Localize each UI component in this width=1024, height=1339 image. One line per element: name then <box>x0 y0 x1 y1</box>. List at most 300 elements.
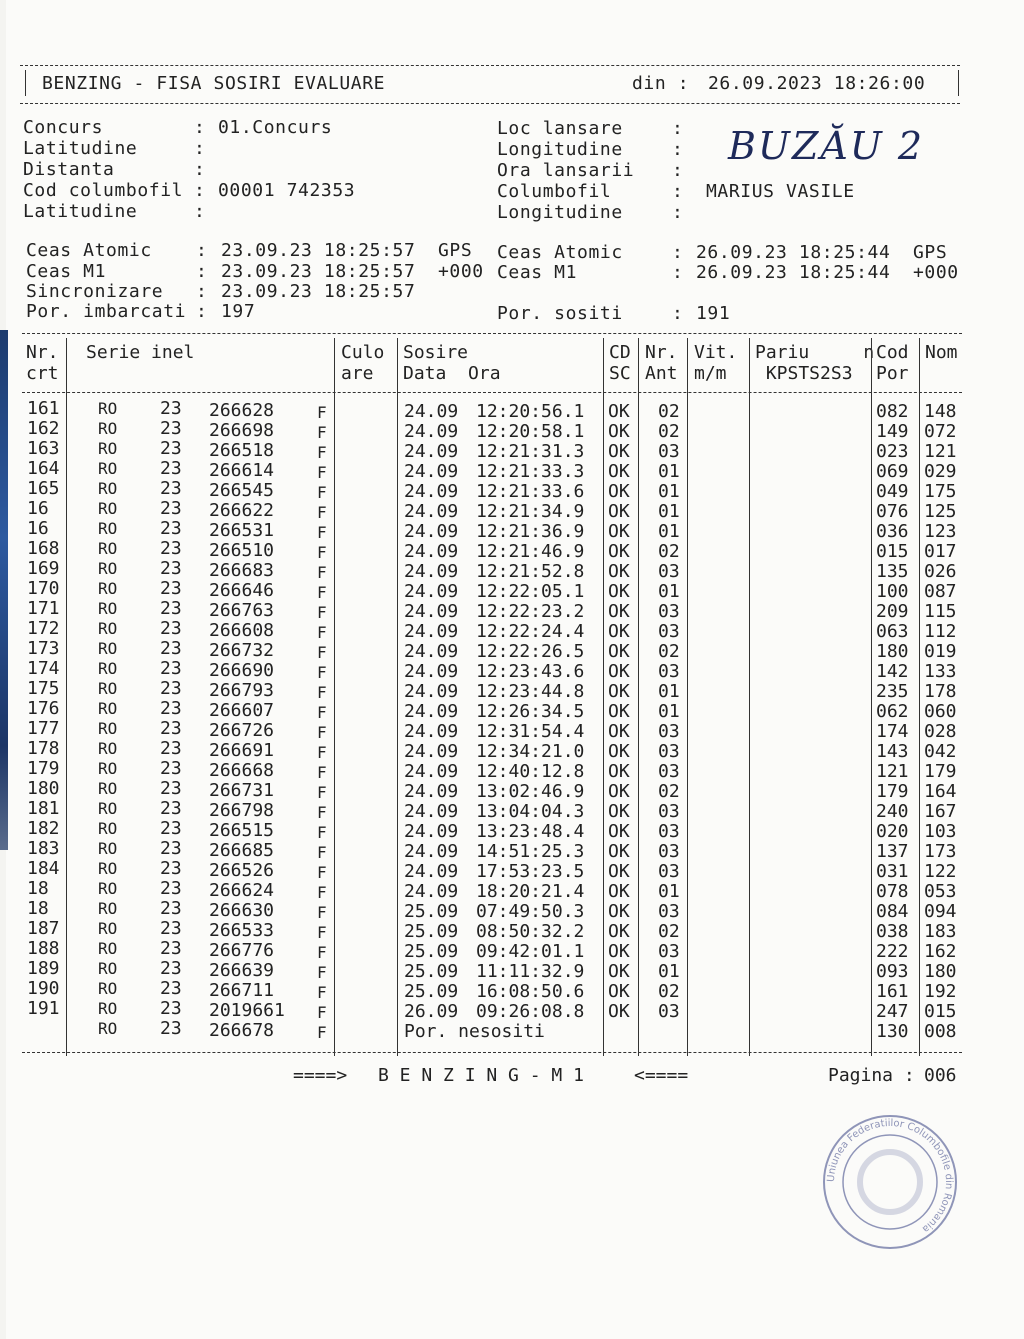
info-label: Columbofil <box>497 181 612 202</box>
cell-sex: F <box>317 663 327 682</box>
cell-ant: 03 <box>658 561 680 582</box>
cell-nom: 183 <box>924 921 957 942</box>
header-nom: Nom <box>925 342 958 363</box>
cell-ring: 266776 <box>209 940 275 961</box>
cell-sex: F <box>317 443 327 462</box>
header-vit-2: m/m <box>694 363 727 384</box>
cell-ant: 03 <box>658 621 680 642</box>
cell-nr: 190 <box>27 978 60 999</box>
cell-cd: OK <box>608 901 630 922</box>
cell-sex: F <box>317 423 327 442</box>
cell-sex: F <box>317 563 327 582</box>
cell-year: 23 <box>160 878 182 899</box>
cell-note: Por. nesositi <box>404 1021 545 1042</box>
table-bottom-rule <box>22 1052 962 1053</box>
cell-cd: OK <box>608 881 630 902</box>
header-cd: CD <box>609 342 631 363</box>
cell-sex: F <box>317 803 327 822</box>
cell-date: 24.09 <box>404 521 459 542</box>
cell-ant: 01 <box>658 501 680 522</box>
cell-date: 24.09 <box>404 781 459 802</box>
header-nr-2: crt <box>26 363 59 384</box>
cell-ant: 02 <box>658 921 680 942</box>
cell-ring: 266690 <box>209 660 275 681</box>
cell-time: 12:23:43.6 <box>476 661 585 682</box>
cell-cd: OK <box>608 561 630 582</box>
cell-ring: 266628 <box>209 400 275 421</box>
clock-sep: : <box>672 262 684 283</box>
cell-ant: 02 <box>658 781 680 802</box>
cell-nom: 028 <box>924 721 957 742</box>
cell-cod: 161 <box>876 981 909 1002</box>
cell-cd: OK <box>608 501 630 522</box>
header-culoare: Culo <box>341 342 385 363</box>
cell-nom: 192 <box>924 981 957 1002</box>
cell-time: 08:50:32.2 <box>476 921 585 942</box>
cell-date: 24.09 <box>404 401 459 422</box>
cell-date: 24.09 <box>404 581 459 602</box>
cell-cod: 015 <box>876 541 909 562</box>
info-sep: : <box>194 180 206 201</box>
cell-date: 24.09 <box>404 481 459 502</box>
cell-year: 23 <box>160 498 182 519</box>
info-sep: : <box>194 159 206 180</box>
cell-date: 24.09 <box>404 821 459 842</box>
cell-cd: OK <box>608 481 630 502</box>
cell-country: RO <box>98 759 118 778</box>
cell-time: 12:22:05.1 <box>476 581 585 602</box>
cell-time: 12:21:31.3 <box>476 441 585 462</box>
cell-ant: 01 <box>658 461 680 482</box>
cell-nom: 008 <box>924 1021 957 1042</box>
clock-suffix: GPS <box>913 242 948 263</box>
cell-cod: 142 <box>876 661 909 682</box>
col-divider-ant <box>687 338 688 1056</box>
cell-ant: 03 <box>658 741 680 762</box>
col-divider-serie <box>334 338 335 1056</box>
cell-sex: F <box>317 1003 327 1022</box>
cell-cod: 078 <box>876 881 909 902</box>
cell-nr: 189 <box>27 958 60 979</box>
info-label: Longitudine <box>497 202 623 223</box>
cell-cd: OK <box>608 741 630 762</box>
cell-time: 13:04:04.3 <box>476 801 585 822</box>
cell-date: 24.09 <box>404 461 459 482</box>
cell-time: 12:22:23.2 <box>476 601 585 622</box>
cell-country: RO <box>98 439 118 458</box>
cell-nom: 115 <box>924 601 957 622</box>
cell-year: 23 <box>160 678 182 699</box>
clock-label: Por. sositi <box>497 303 623 324</box>
clock-suffix: +000 <box>913 262 959 283</box>
cell-year: 23 <box>160 698 182 719</box>
cell-nom: 179 <box>924 761 957 782</box>
cell-cd: OK <box>608 441 630 462</box>
cell-nr: 184 <box>27 858 60 879</box>
info-label: Loc lansare <box>497 118 623 139</box>
cell-ring: 266731 <box>209 780 275 801</box>
cell-nr: 173 <box>27 638 60 659</box>
cell-ring: 266678 <box>209 1020 275 1041</box>
cell-ring: 266732 <box>209 640 275 661</box>
cell-year: 23 <box>160 898 182 919</box>
info-value: 00001 742353 <box>218 180 356 201</box>
cell-time: 12:21:52.8 <box>476 561 585 582</box>
header-ant-2: Ant <box>645 363 678 384</box>
info-sep: : <box>672 139 684 160</box>
cell-date: 24.09 <box>404 681 459 702</box>
cell-nom: 015 <box>924 1001 957 1022</box>
cell-ant: 03 <box>658 901 680 922</box>
cell-cod: 082 <box>876 401 909 422</box>
cell-time: 12:21:33.3 <box>476 461 585 482</box>
cell-nom: 148 <box>924 401 957 422</box>
info-sep: : <box>672 118 684 139</box>
cell-nom: 103 <box>924 821 957 842</box>
cell-country: RO <box>98 699 118 718</box>
header-serie: Serie inel <box>86 342 195 363</box>
cell-cd: OK <box>608 621 630 642</box>
federation-stamp <box>820 1112 960 1252</box>
cell-nom: 072 <box>924 421 957 442</box>
cell-nom: 122 <box>924 861 957 882</box>
cell-nom: 167 <box>924 801 957 822</box>
cell-date: 24.09 <box>404 641 459 662</box>
cell-sex: F <box>317 463 327 482</box>
cell-date: 24.09 <box>404 761 459 782</box>
cell-ring: 266726 <box>209 720 275 741</box>
cell-cd: OK <box>608 701 630 722</box>
cell-cod: 209 <box>876 601 909 622</box>
cell-sex: F <box>317 703 327 722</box>
cell-nr: 188 <box>27 938 60 959</box>
cell-nom: 087 <box>924 581 957 602</box>
cell-sex: F <box>317 523 327 542</box>
cell-nr: 168 <box>27 538 60 559</box>
cell-nr: 162 <box>27 418 60 439</box>
cell-nr: 176 <box>27 698 60 719</box>
handwritten-location: BUZĂU 2 <box>728 124 925 168</box>
cell-sex: F <box>317 843 327 862</box>
cell-ant: 03 <box>658 761 680 782</box>
cell-time: 09:42:01.1 <box>476 941 585 962</box>
cell-year: 23 <box>160 398 182 419</box>
cell-cd: OK <box>608 781 630 802</box>
clock-value: 26.09.23 18:25:44 <box>696 242 891 263</box>
cell-date: 24.09 <box>404 561 459 582</box>
cell-cod: 093 <box>876 961 909 982</box>
cell-time: 07:49:50.3 <box>476 901 585 922</box>
cell-country: RO <box>98 799 118 818</box>
cell-time: 12:31:54.4 <box>476 721 585 742</box>
cell-year: 23 <box>160 958 182 979</box>
cell-year: 23 <box>160 798 182 819</box>
cell-year: 23 <box>160 578 182 599</box>
cell-sex: F <box>317 763 327 782</box>
cell-nom: 060 <box>924 701 957 722</box>
cell-ant: 01 <box>658 481 680 502</box>
cell-nom: 112 <box>924 621 957 642</box>
clock-label: Ceas M1 <box>26 261 107 282</box>
cell-ring: 266518 <box>209 440 275 461</box>
cell-sex: F <box>317 883 327 902</box>
cell-sex: F <box>317 483 327 502</box>
cell-nr: 174 <box>27 658 60 679</box>
cell-ring: 266691 <box>209 740 275 761</box>
clock-value: 197 <box>221 301 256 322</box>
cell-cd: OK <box>608 641 630 662</box>
cell-year: 23 <box>160 598 182 619</box>
cell-country: RO <box>98 599 118 618</box>
cell-cd: OK <box>608 421 630 442</box>
cell-ant: 01 <box>658 581 680 602</box>
cell-cod: 084 <box>876 901 909 922</box>
cell-year: 23 <box>160 818 182 839</box>
clock-label: Por. imbarcati <box>26 301 187 322</box>
cell-country: RO <box>98 839 118 858</box>
cell-ant: 03 <box>658 861 680 882</box>
clock-sep: : <box>196 261 208 282</box>
header-cod-2: Por <box>876 363 909 384</box>
cell-sex: F <box>317 643 327 662</box>
cell-time: 12:21:36.9 <box>476 521 585 542</box>
cell-year: 23 <box>160 538 182 559</box>
cell-nr: 16 <box>27 498 49 519</box>
page-number-label: Pagina : <box>828 1065 915 1086</box>
clock-sep: : <box>196 281 208 302</box>
col-divider-nr <box>66 338 67 1056</box>
cell-time: 12:21:46.9 <box>476 541 585 562</box>
cell-nom: 053 <box>924 881 957 902</box>
cell-nr: 16 <box>27 518 49 539</box>
cell-ant: 03 <box>658 821 680 842</box>
cell-date: 24.09 <box>404 721 459 742</box>
cell-sex: F <box>317 923 327 942</box>
info-label: Latitudine <box>23 138 138 159</box>
cell-cod: 247 <box>876 1001 909 1022</box>
info-value: MARIUS VASILE <box>706 181 855 202</box>
cell-date: 24.09 <box>404 601 459 622</box>
cell-ring: 266510 <box>209 540 275 561</box>
cell-ring: 266607 <box>209 700 275 721</box>
cell-cd: OK <box>608 581 630 602</box>
cell-nr: 164 <box>27 458 60 479</box>
cell-ring: 266614 <box>209 460 275 481</box>
info-label: Concurs <box>23 117 104 138</box>
cell-nom: 133 <box>924 661 957 682</box>
cell-country: RO <box>98 399 118 418</box>
cell-nr: 171 <box>27 598 60 619</box>
cell-year: 23 <box>160 518 182 539</box>
cell-nr: 18 <box>27 878 49 899</box>
info-label: Longitudine <box>497 139 623 160</box>
cell-ant: 03 <box>658 801 680 822</box>
cell-cod: 179 <box>876 781 909 802</box>
cell-date: 25.09 <box>404 901 459 922</box>
cell-sex: F <box>317 1023 327 1042</box>
cell-cd: OK <box>608 821 630 842</box>
cell-time: 09:26:08.8 <box>476 1001 585 1022</box>
cell-year: 23 <box>160 658 182 679</box>
cell-nr: 191 <box>27 998 60 1019</box>
cell-date: 25.09 <box>404 941 459 962</box>
cell-cd: OK <box>608 461 630 482</box>
col-divider-culoare <box>397 338 398 1056</box>
cell-ant: 02 <box>658 401 680 422</box>
col-divider-pariu <box>871 338 872 1056</box>
header-cd-2: SC <box>609 363 631 384</box>
cell-ring: 266711 <box>209 980 275 1001</box>
col-divider-cod <box>919 338 920 1056</box>
cell-year: 23 <box>160 738 182 759</box>
cell-ring: 266531 <box>209 520 275 541</box>
cell-cod: 135 <box>876 561 909 582</box>
clock-sep: : <box>196 240 208 261</box>
cell-time: 12:21:33.6 <box>476 481 585 502</box>
cell-cd: OK <box>608 661 630 682</box>
clock-suffix: +000 <box>438 261 484 282</box>
cell-year: 23 <box>160 418 182 439</box>
cell-date: 24.09 <box>404 441 459 462</box>
info-value: 01.Concurs <box>218 117 333 138</box>
cell-cd: OK <box>608 721 630 742</box>
cell-sex: F <box>317 503 327 522</box>
cell-date: 24.09 <box>404 421 459 442</box>
cell-country: RO <box>98 579 118 598</box>
cell-cod: 143 <box>876 741 909 762</box>
info-sep: : <box>194 201 206 222</box>
cell-sex: F <box>317 683 327 702</box>
header-pariu-2: KPSTS2S3 <box>755 363 853 384</box>
cell-nom: 173 <box>924 841 957 862</box>
cell-date: 24.09 <box>404 741 459 762</box>
cell-country: RO <box>98 519 118 538</box>
table-header-bottom-rule <box>22 392 962 393</box>
cell-cod: 174 <box>876 721 909 742</box>
col-divider-cd <box>638 338 639 1056</box>
cell-sex: F <box>317 863 327 882</box>
cell-time: 13:02:46.9 <box>476 781 585 802</box>
cell-cod: 137 <box>876 841 909 862</box>
header-ant: Nr. <box>645 342 678 363</box>
cell-ring: 266526 <box>209 860 275 881</box>
cell-ring: 2019661 <box>209 1000 285 1021</box>
cell-nr: 18 <box>27 898 49 919</box>
header-pariu: Pariu n <box>755 342 875 363</box>
cell-country: RO <box>98 919 118 938</box>
cell-country: RO <box>98 879 118 898</box>
cell-sex: F <box>317 603 327 622</box>
cell-country: RO <box>98 499 118 518</box>
cell-country: RO <box>98 419 118 438</box>
cell-nr: 182 <box>27 818 60 839</box>
col-divider-sosire <box>603 338 604 1056</box>
cell-year: 23 <box>160 978 182 999</box>
cell-nr: 172 <box>27 618 60 639</box>
cell-cd: OK <box>608 601 630 622</box>
cell-year: 23 <box>160 1018 182 1039</box>
cell-country: RO <box>98 959 118 978</box>
cell-time: 12:40:12.8 <box>476 761 585 782</box>
cell-year: 23 <box>160 838 182 859</box>
cell-cod: 222 <box>876 941 909 962</box>
cell-nr: 183 <box>27 838 60 859</box>
cell-country: RO <box>98 1019 118 1038</box>
cell-cod: 100 <box>876 581 909 602</box>
info-label: Latitudine <box>23 201 138 222</box>
cell-country: RO <box>98 999 118 1018</box>
cell-ant: 02 <box>658 541 680 562</box>
clock-label: Ceas M1 <box>497 262 578 283</box>
cell-cod: 036 <box>876 521 909 542</box>
cell-nr: 169 <box>27 558 60 579</box>
cell-nr: 161 <box>27 398 60 419</box>
info-label: Cod columbofil <box>23 180 184 201</box>
header-sosire-2: Data Ora <box>403 363 501 384</box>
cell-country: RO <box>98 899 118 918</box>
cell-country: RO <box>98 639 118 658</box>
cell-nr: 181 <box>27 798 60 819</box>
cell-sex: F <box>317 783 327 802</box>
cell-cod: 020 <box>876 821 909 842</box>
clock-value: 26.09.23 18:25:44 <box>696 262 891 283</box>
cell-year: 23 <box>160 618 182 639</box>
cell-ant: 02 <box>658 981 680 1002</box>
cell-ant: 01 <box>658 961 680 982</box>
cell-date: 25.09 <box>404 961 459 982</box>
cell-country: RO <box>98 779 118 798</box>
cell-time: 12:21:34.9 <box>476 501 585 522</box>
cell-year: 23 <box>160 718 182 739</box>
cell-nom: 178 <box>924 681 957 702</box>
cell-country: RO <box>98 819 118 838</box>
cell-nom: 019 <box>924 641 957 662</box>
cell-nom: 164 <box>924 781 957 802</box>
cell-cod: 023 <box>876 441 909 462</box>
clock-sep: : <box>672 242 684 263</box>
cell-date: 24.09 <box>404 861 459 882</box>
cell-cd: OK <box>608 541 630 562</box>
cell-ant: 03 <box>658 661 680 682</box>
cell-ant: 02 <box>658 641 680 662</box>
cell-ring: 266533 <box>209 920 275 941</box>
cell-time: 16:08:50.6 <box>476 981 585 1002</box>
cell-time: 11:11:32.9 <box>476 961 585 982</box>
cell-time: 12:23:44.8 <box>476 681 585 702</box>
cell-ring: 266798 <box>209 800 275 821</box>
cell-date: 24.09 <box>404 501 459 522</box>
cell-year: 23 <box>160 478 182 499</box>
cell-time: 17:53:23.5 <box>476 861 585 882</box>
info-sep: : <box>672 160 684 181</box>
cell-nom: 125 <box>924 501 957 522</box>
cell-country: RO <box>98 939 118 958</box>
cell-country: RO <box>98 659 118 678</box>
cell-sex: F <box>317 623 327 642</box>
info-sep: : <box>194 117 206 138</box>
cell-ant: 03 <box>658 1001 680 1022</box>
cell-nom: 123 <box>924 521 957 542</box>
cell-year: 23 <box>160 458 182 479</box>
cell-nom: 026 <box>924 561 957 582</box>
cell-sex: F <box>317 403 327 422</box>
cell-year: 23 <box>160 998 182 1019</box>
cell-date: 24.09 <box>404 841 459 862</box>
clock-value: 23.09.23 18:25:57 <box>221 281 416 302</box>
info-sep: : <box>672 202 684 223</box>
cell-cd: OK <box>608 861 630 882</box>
cell-time: 18:20:21.4 <box>476 881 585 902</box>
